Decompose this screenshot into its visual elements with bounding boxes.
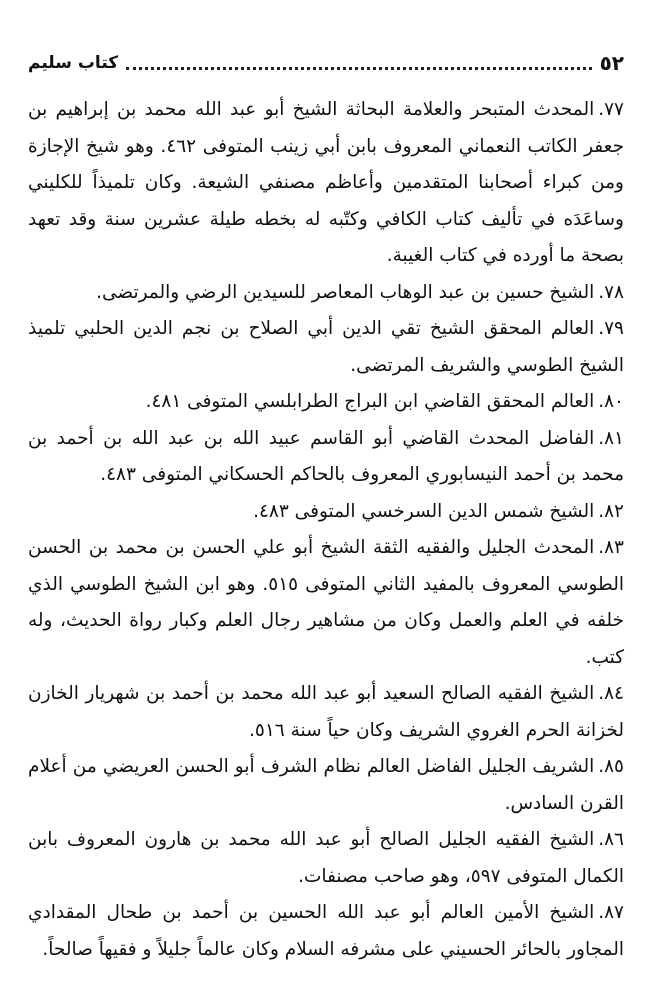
entry-text: المحدث المتبحر والعلامة البحاثة الشيخ أبو عبد الله محمد بن إبراهيم بن جعفر الكاتب النعماني المعروف بابن أبي زينب المتوفى ٤٦٢. وهو شيخ الإجازة ومن كبراء أصحابنا المتقدمين وأعاظم مصنفي الشيعة. وكان تلميذاً للكليني وساعَدَه في تأليف كتاب الكافي وكتّبه له بخطه طيلة عشرين سنة وقد تعهد بصحة ما أورده في كتاب الغيبة.	[28, 99, 625, 266]
entry-number: ٧٩.	[598, 318, 624, 339]
entry-text: الشيخ الفقيه الجليل الصالح أبو عبد الله محمد بن هارون المعروف بابن الكمال المتوفى ٥٩٧، وهو صاحب مصنفات.	[28, 829, 624, 887]
entry-text: الشريف الجليل الفاضل العالم نظام الشرف أبو الحسن العريضي من أعلام القرن السادس.	[28, 756, 624, 814]
entry-list	[28, 92, 624, 968]
entry-number: ٨٠.	[598, 391, 624, 412]
entry-number: ٨٦.	[598, 829, 624, 850]
running-title: كتاب سليم	[28, 53, 119, 73]
list-item	[28, 311, 624, 384]
list-item	[28, 92, 624, 275]
entry-text: العالم المحقق القاضي ابن البراج الطرابلسي المتوفى ٤٨١.	[145, 391, 595, 412]
entry-number: ٨١.	[598, 427, 624, 449]
entry-text: العالم المحقق الشيخ تقي الدين أبي الصلاح بن نجم الدين الحلبي تلميذ الشيخ الطوسي والشريف المرتضى.	[28, 318, 624, 376]
list-item	[28, 895, 624, 968]
entry-text: الفاضل المحدث القاضي أبو القاسم عبيد الله بن عبد الله بن أحمد بن محمد بن أحمد النيسابوري المعروف بالحاكم الحسكاني المتوفى ٤٨٣.	[28, 427, 624, 485]
list-item	[28, 530, 624, 676]
entry-number: ٨٧.	[598, 902, 624, 923]
entry-text: الشيخ الفقيه الصالح السعيد أبو عبد الله محمد بن أحمد بن شهريار الخازن لخزانة الحرم الغروي الشريف وكان حياً سنة ٥١٦.	[28, 683, 624, 741]
entry-number: ٨٤.	[598, 683, 624, 704]
list-item	[28, 384, 624, 421]
entry-number: ٧٧.	[598, 99, 624, 120]
list-item	[28, 676, 624, 749]
entry-number: ٨٣.	[598, 537, 624, 558]
list-item	[28, 275, 624, 312]
entry-text: الشيخ الأمين العالم أبو عبد الله الحسين بن أحمد بن طحال المقدادي المجاور بالحائر الحسيني على مشرفه السلام وكان عالماً جليلاً و فقيهاً صالحاً.	[28, 902, 624, 960]
list-item	[28, 749, 624, 822]
page-number: ٥٢	[599, 51, 624, 75]
entry-text: الشيخ حسين بن عبد الوهاب المعاصر للسيدين الرضي والمرتضى.	[96, 281, 595, 303]
entry-number: ٨٥.	[598, 756, 624, 777]
entry-number: ٧٨.	[598, 281, 624, 303]
entry-number: ٨٢.	[598, 500, 624, 522]
entry-text: المحدث الجليل والفقيه الثقة الشيخ أبو علي الحسن بن محمد بن الحسن الطوسي المعروف بالمفيد الثاني المتوفى ٥١٥. وهو ابن الشيخ الطوسي الذي خلفه في العلم والعمل وكان من مشاهير رجال العلم وكبار رواة الحديث، وله كتب.	[28, 537, 624, 668]
page-header	[28, 50, 624, 76]
entry-text: الشيخ شمس الدين السرخسي المتوفى ٤٨٣.	[253, 500, 595, 522]
dotted-leader	[126, 57, 591, 70]
list-item	[28, 494, 624, 531]
list-item	[28, 822, 624, 895]
list-item	[28, 421, 624, 494]
